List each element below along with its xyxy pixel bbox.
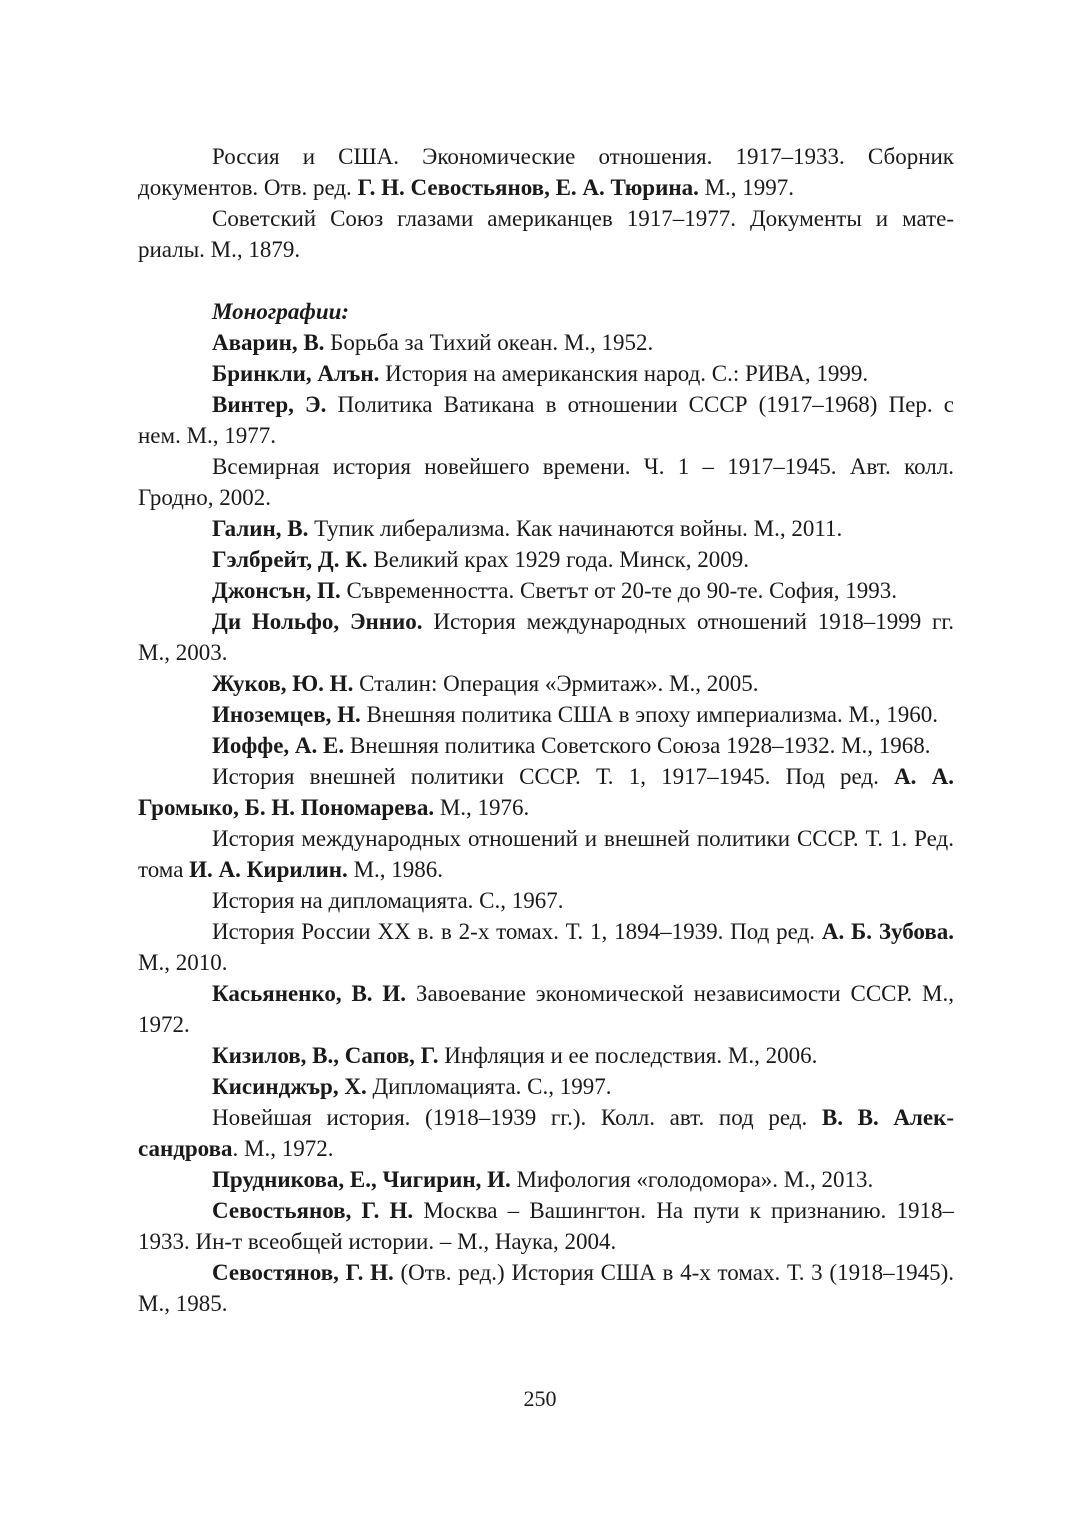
entry-editor: Г. Н. Севостьянов, Е. А. Тюрина. — [357, 175, 699, 200]
entry-text-tail: М., 1976. — [434, 795, 530, 820]
entry-author: Прудникова, Е., Чигирин, И. — [212, 1167, 511, 1192]
entry-author: Аварин, В. — [212, 330, 325, 355]
entry-text: (Отв. ред.) История США в 4-х томах. Т. 3 (1918–1945). М., 1985. — [138, 1260, 954, 1316]
entry-author: Кизилов, В., Сапов, Г. — [212, 1043, 439, 1068]
bibliography-entry — [138, 141, 954, 203]
entry-editor: И. А. Кирилин. — [189, 857, 348, 882]
entry-text: Внешняя политика Советского Союза 1928–1932. М., 1968. — [344, 733, 931, 758]
bibliography-entry — [138, 668, 954, 699]
entry-text: Великий крах 1929 года. Минск, 2009. — [367, 547, 749, 572]
entry-text: История внешней политики СССР. Т. 1, 1917–1945. Под ред. — [212, 764, 895, 789]
bibliography-entry — [138, 1164, 954, 1195]
entry-author: Гэлбрейт, Д. К. — [212, 547, 368, 572]
bibliography-entry — [138, 761, 954, 823]
bibliography-entry — [138, 203, 954, 265]
entry-text-tail: М., 1997. — [698, 175, 795, 200]
entry-text: История международных отношений и внешней политики СССР. Т. 1. Ред. тома — [138, 826, 954, 882]
bibliography-entry — [138, 451, 954, 513]
bibliography-entry — [138, 1040, 954, 1071]
bibliography-entry — [138, 885, 954, 916]
entry-text: Сталин: Операция «Эрмитаж». М., 2005. — [353, 671, 759, 696]
entry-author: Иоффе, А. Е. — [212, 733, 345, 758]
bibliography-entry — [138, 358, 954, 389]
entry-text: История международных отношений 1918–1999 гг. М., 2003. — [138, 609, 954, 665]
bibliography-entry — [138, 699, 954, 730]
entry-author: Джонсън, П. — [212, 578, 341, 603]
bibliography-entry — [138, 513, 954, 544]
bibliography-entry — [138, 544, 954, 575]
entry-text-tail: . М., 1972. — [232, 1136, 334, 1161]
entry-editor: В. В. Алек-сандрова — [138, 1105, 954, 1161]
entry-text: Всемирная история новейшего времени. Ч. 1 – 1917–1945. Авт. колл. Гродно, 2002. — [138, 454, 954, 510]
entry-author: Касьяненко, В. И. — [212, 981, 407, 1006]
entry-text: Новейшая история. (1918–1939 гг.). Колл. авт. под ред. — [212, 1105, 822, 1130]
entry-author: Севостьянов, Г. Н. — [212, 1198, 414, 1223]
entry-author: Галин, В. — [212, 516, 309, 541]
bibliography-entry — [138, 606, 954, 668]
bibliography-entry — [138, 978, 954, 1040]
bibliography-entry — [138, 389, 954, 451]
entry-text: Инфляция и ее последствия. М., 2006. — [438, 1043, 818, 1068]
section-heading: Монографии: — [212, 299, 350, 324]
entry-author: Кисинджър, Х. — [212, 1074, 367, 1099]
entry-text: Дипломацията. С., 1997. — [366, 1074, 612, 1099]
entry-text: Внешняя политика США в эпоху империализма. М., 1960. — [360, 702, 938, 727]
entry-text: История на дипломацията. С., 1967. — [212, 888, 564, 913]
page-number: 250 — [523, 1386, 557, 1411]
entry-text: Съвременността. Светът от 20-те до 90-те. София, 1993. — [340, 578, 897, 603]
entry-text: Советский Союз глазами американцев 1917–1977. Документы и мате-риалы. М., 1879. — [138, 206, 954, 262]
bibliography-entry — [138, 575, 954, 606]
bibliography-entry — [138, 327, 954, 358]
bibliography-entry — [138, 1102, 954, 1164]
bibliography-entry — [138, 823, 954, 885]
entry-text: Тупик либерализма. Как начинаются войны. М., 2011. — [308, 516, 843, 541]
bibliography-entry — [138, 916, 954, 978]
entry-text: История России XX в. в 2-х томах. Т. 1, 1894–1939. Под ред. — [212, 919, 822, 944]
bibliography-entry — [138, 1071, 954, 1102]
entry-author: Севостянов, Г. Н. — [212, 1260, 394, 1285]
entry-author: Ди Нольфо, Эннио. — [212, 609, 423, 634]
bibliography-entry — [138, 730, 954, 761]
entry-author: Винтер, Э. — [212, 392, 327, 417]
entry-text: История на американския народ. С.: РИВА, 1999. — [379, 361, 869, 386]
bibliography-entry — [138, 1195, 954, 1257]
entry-text-tail: М., 2010. — [138, 950, 228, 975]
entry-author: Бринкли, Алън. — [212, 361, 380, 386]
entry-text: Россия и США. Экономические отношения. 1917–1933. Сборник документов. Отв. ред. — [138, 144, 954, 200]
entry-text-tail: М., 1986. — [347, 857, 444, 882]
entry-text: Мифология «голодомора». М., 2013. — [510, 1167, 874, 1192]
entry-text: Завоевание экономической независимости СССР. М., 1972. — [138, 981, 954, 1037]
entry-editor: А. А. Громыко, Б. Н. Пономарева. — [138, 764, 954, 820]
bibliography-entry — [138, 1257, 954, 1319]
entry-author: Иноземцев, Н. — [212, 702, 361, 727]
entry-text: Москва – Вашингтон. На пути к признанию. 1918–1933. Ин-т всеобщей истории. – М., Наука, 2004. — [138, 1198, 954, 1254]
page-content — [138, 141, 954, 1319]
entry-text: Политика Ватикана в отношении СССР (1917–1968) Пер. с нем. М., 1977. — [138, 392, 954, 448]
entry-editor: А. Б. Зубова. — [821, 919, 954, 944]
entry-text: Борьба за Тихий океан. М., 1952. — [324, 330, 654, 355]
entry-author: Жуков, Ю. Н. — [212, 671, 354, 696]
